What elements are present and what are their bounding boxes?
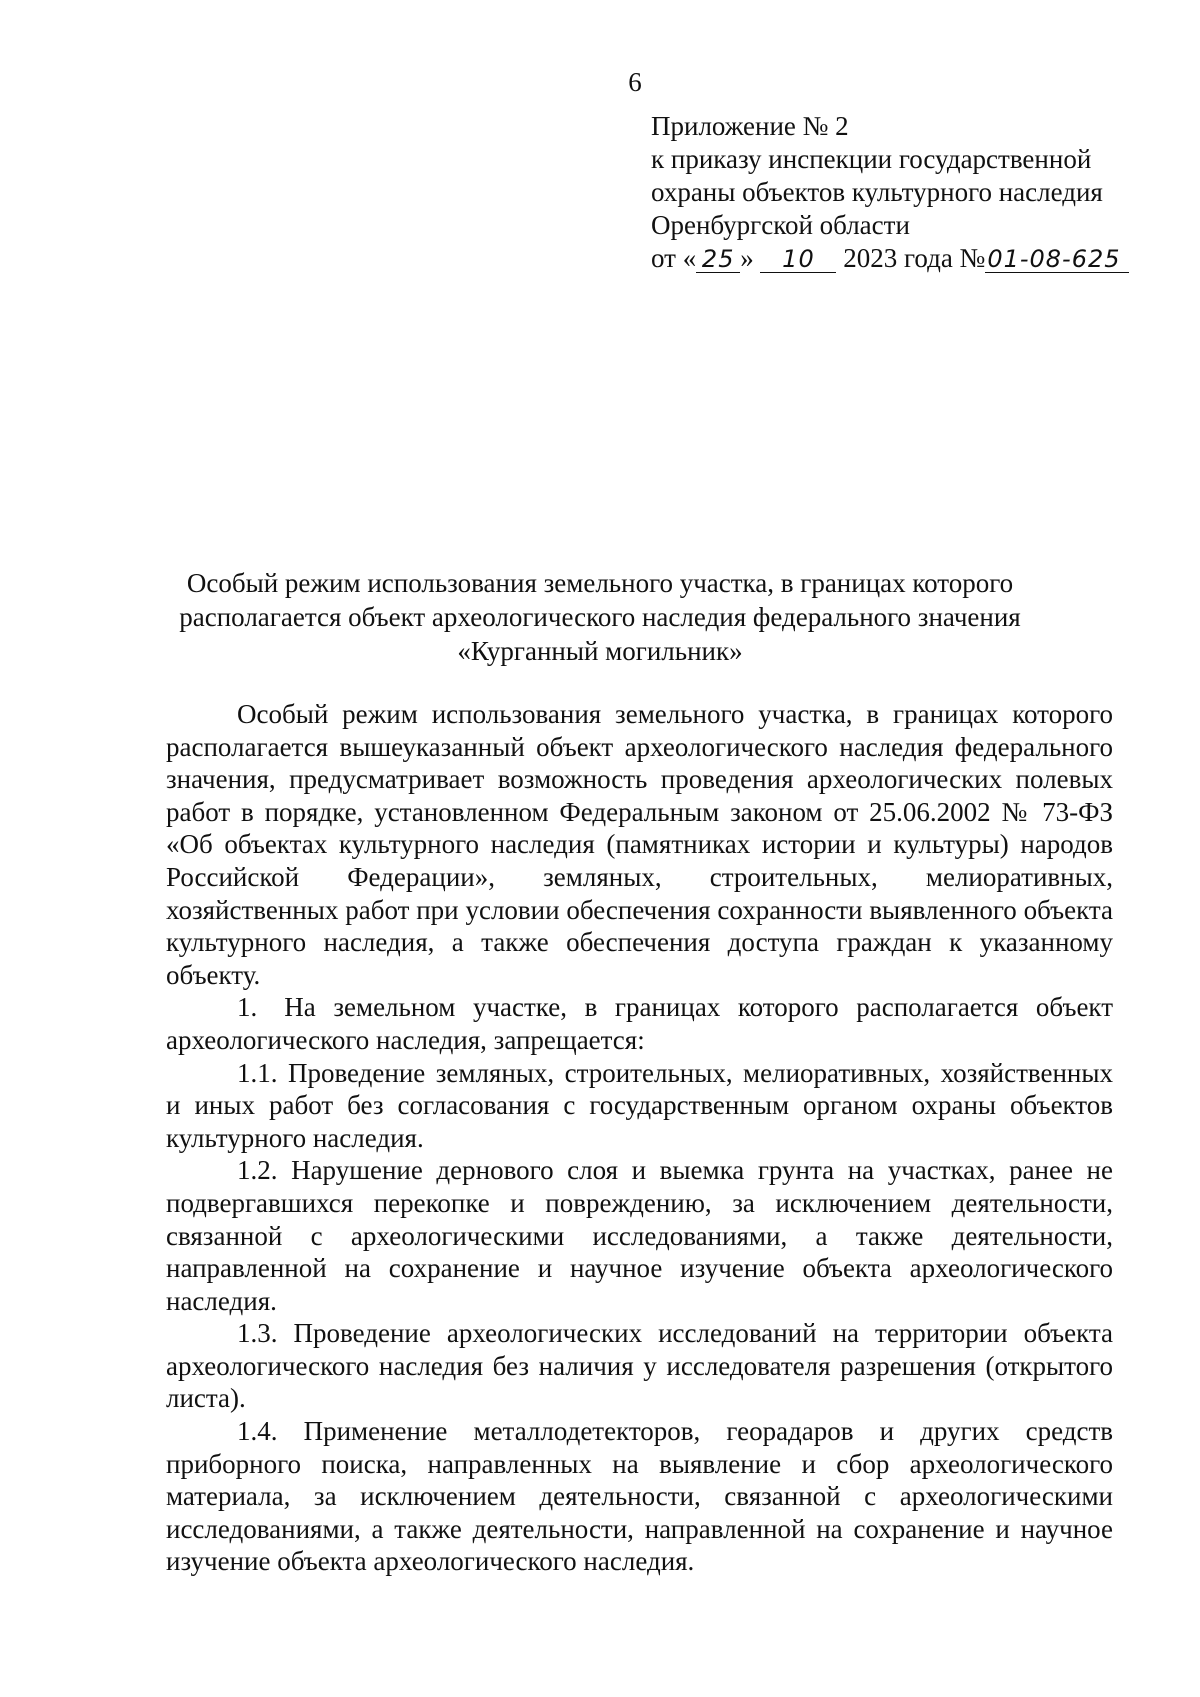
appendix-region: Оренбургской области bbox=[651, 210, 910, 240]
intro-paragraph: Особый режим использования земельного участка, в границах которого располагается вышеуказанный объект археологического наследия федерального значения, предусматривает возможность проведения археологических полевых работ в порядке, установленном Федеральным законом от 25.06.2002 № 73-ФЗ «Об объектах культурного наследия (памятниках истории и культуры) народов Российской Федерации», земляных, строительных, мелиоративных, хозяйственных работ при условии обеспечения сохранности выявленного объекта культурного наследия, а также обеспечения доступа граждан к указанному объекту. bbox=[166, 699, 1113, 990]
clause-1-4: 1.4. Применение металлодетекторов, георадаров и других средств приборного поиска, направленных на выявление и сбор археологического материала, за исключением деятельности, связанной с археологическими исследованиями, а также деятельности, направленной на сохранение и научное изучение объекта археологического наследия. bbox=[166, 1416, 1113, 1577]
clause-1-2: 1.2. Нарушение дернового слоя и выемка грунта на участках, ранее не подвергавшихся перекопке и повреждению, за исключением деятельности, связанной с археологическими исследованиями, а также деятельности, направленной на сохранение и научное изучение объекта археологического наследия. bbox=[166, 1155, 1113, 1316]
handwritten-month: 10 bbox=[760, 246, 836, 273]
appendix-order-ref: к приказу инспекции государственной bbox=[651, 144, 1092, 174]
clause-1-3: 1.3. Проведение археологических исследований на территории объекта археологического наследия без наличия у исследователя разрешения (открытого листа). bbox=[166, 1318, 1113, 1414]
appendix-authority: охраны объектов культурного наследия bbox=[651, 177, 1103, 207]
title-line-2: располагается объект археологического наследия федерального значения bbox=[179, 602, 1021, 632]
handwritten-day: 25 bbox=[696, 246, 740, 273]
date-mid: » bbox=[740, 243, 754, 273]
document-title bbox=[150, 566, 1050, 668]
clause-1: 1. На земельном участке, в границах которого располагается объект археологического наследия, запрещается: bbox=[166, 992, 1113, 1055]
date-prefix: от « bbox=[651, 243, 697, 273]
appendix-header bbox=[651, 110, 1191, 275]
page-number: 6 bbox=[628, 67, 642, 97]
title-line-1: Особый режим использования земельного участка, в границах которого bbox=[186, 568, 1014, 598]
date-year: 2023 года № bbox=[843, 243, 986, 273]
handwritten-order-number: 01-08-625 bbox=[985, 246, 1129, 273]
clause-1-1: 1.1. Проведение земляных, строительных, мелиоративных, хозяйственных и иных работ без согласования с государственным органом охраны объектов культурного наследия. bbox=[166, 1057, 1113, 1153]
appendix-title: Приложение № 2 bbox=[651, 111, 849, 141]
document-body bbox=[166, 698, 1113, 1578]
appendix-date-line bbox=[651, 242, 1191, 275]
title-line-3: «Курганный могильник» bbox=[457, 636, 743, 666]
